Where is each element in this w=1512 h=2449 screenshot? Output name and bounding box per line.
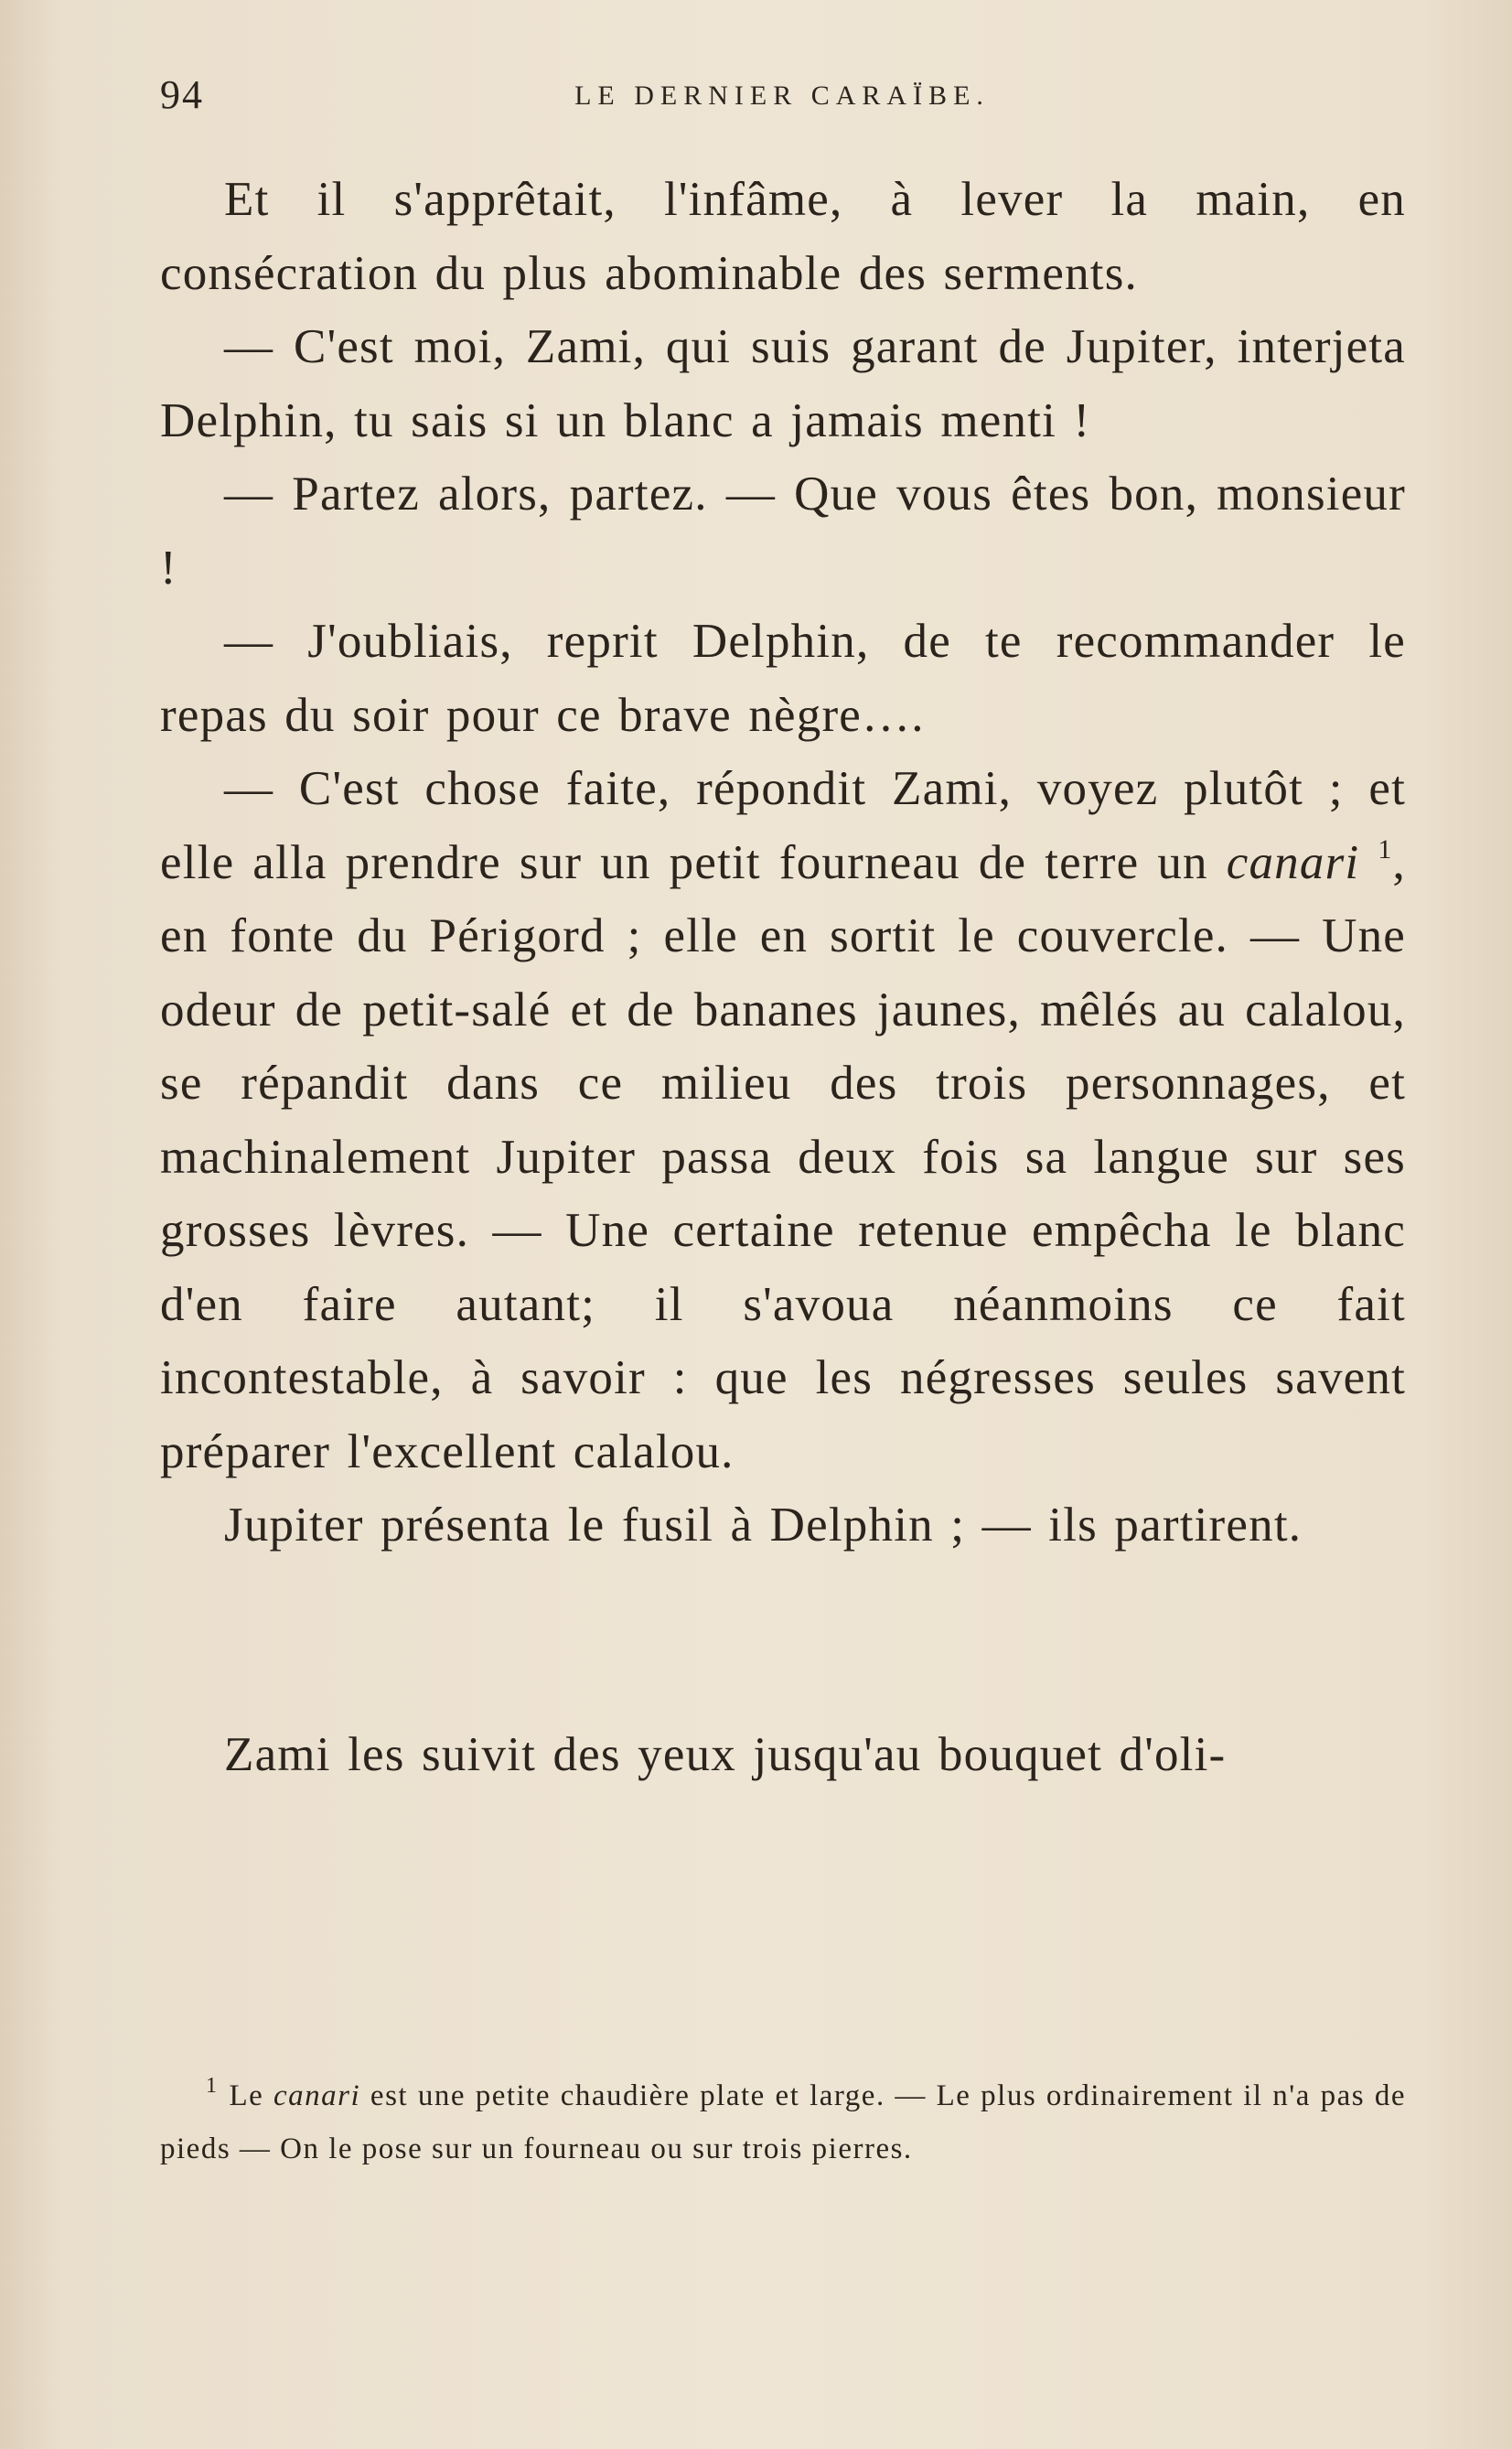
section-break bbox=[160, 1563, 1406, 1718]
paragraph-1: Et il s'apprêtait, l'infâme, à lever la main, en consécration du plus abominable des serments. bbox=[160, 173, 1406, 300]
body-text bbox=[160, 163, 1406, 1791]
footnote-reference: 1 bbox=[1378, 833, 1393, 865]
footnote bbox=[160, 2069, 1406, 2175]
paragraph-2: — C'est moi, Zami, qui suis garant de Jupiter, interjeta Delphin, tu sais si un blanc a jamais menti ! bbox=[160, 320, 1406, 447]
paragraph-5-text-b: , en fonte du Périgord ; elle en sortit le couvercle. — Une odeur de petit-salé et de bananes jaunes, mêlés au calalou, se répandit dans ce milieu des trois personnages, et machinalement Jupiter passa deux fois sa langue sur ses grosses lèvres. — Une certaine retenue empêcha le blanc d'en faire autant; il s'avoua néanmoins ce fait incontestable, à savoir : que les négresses seules savent préparer l'excellent calalou. bbox=[160, 835, 1406, 1478]
footnote-text-a: Le bbox=[229, 2079, 274, 2112]
page-number: 94 bbox=[160, 72, 204, 117]
running-title: LE DERNIER CARAÏBE. bbox=[574, 81, 990, 111]
paragraph-5-text-a: — C'est chose faite, répondit Zami, voyez plutôt ; et elle alla prendre sur un petit fourneau de terre un bbox=[160, 762, 1406, 889]
footnote-text-b: est une petite chaudière plate et large. — Le plus ordinairement il n'a pas de pieds — On le pose sur un fourneau ou sur trois pierres. bbox=[160, 2079, 1406, 2165]
paragraph-5 bbox=[160, 752, 1406, 1488]
canari-term: canari bbox=[1226, 835, 1360, 889]
paragraph-7: Zami les suivit des yeux jusqu'au bouquet d'oli- bbox=[224, 1727, 1227, 1781]
page-header bbox=[160, 71, 1404, 135]
footnote-term: canari bbox=[273, 2079, 361, 2112]
paragraph-6: Jupiter présenta le fusil à Delphin ; — ils partirent. bbox=[224, 1498, 1303, 1552]
footnote-marker: 1 bbox=[206, 2074, 219, 2098]
paragraph-3: — Partez alors, partez. — Que vous êtes bon, monsieur ! bbox=[160, 467, 1406, 595]
paragraph-4: — J'oubliais, reprit Delphin, de te recommander le repas du soir pour ce brave nègre…. bbox=[160, 615, 1406, 742]
